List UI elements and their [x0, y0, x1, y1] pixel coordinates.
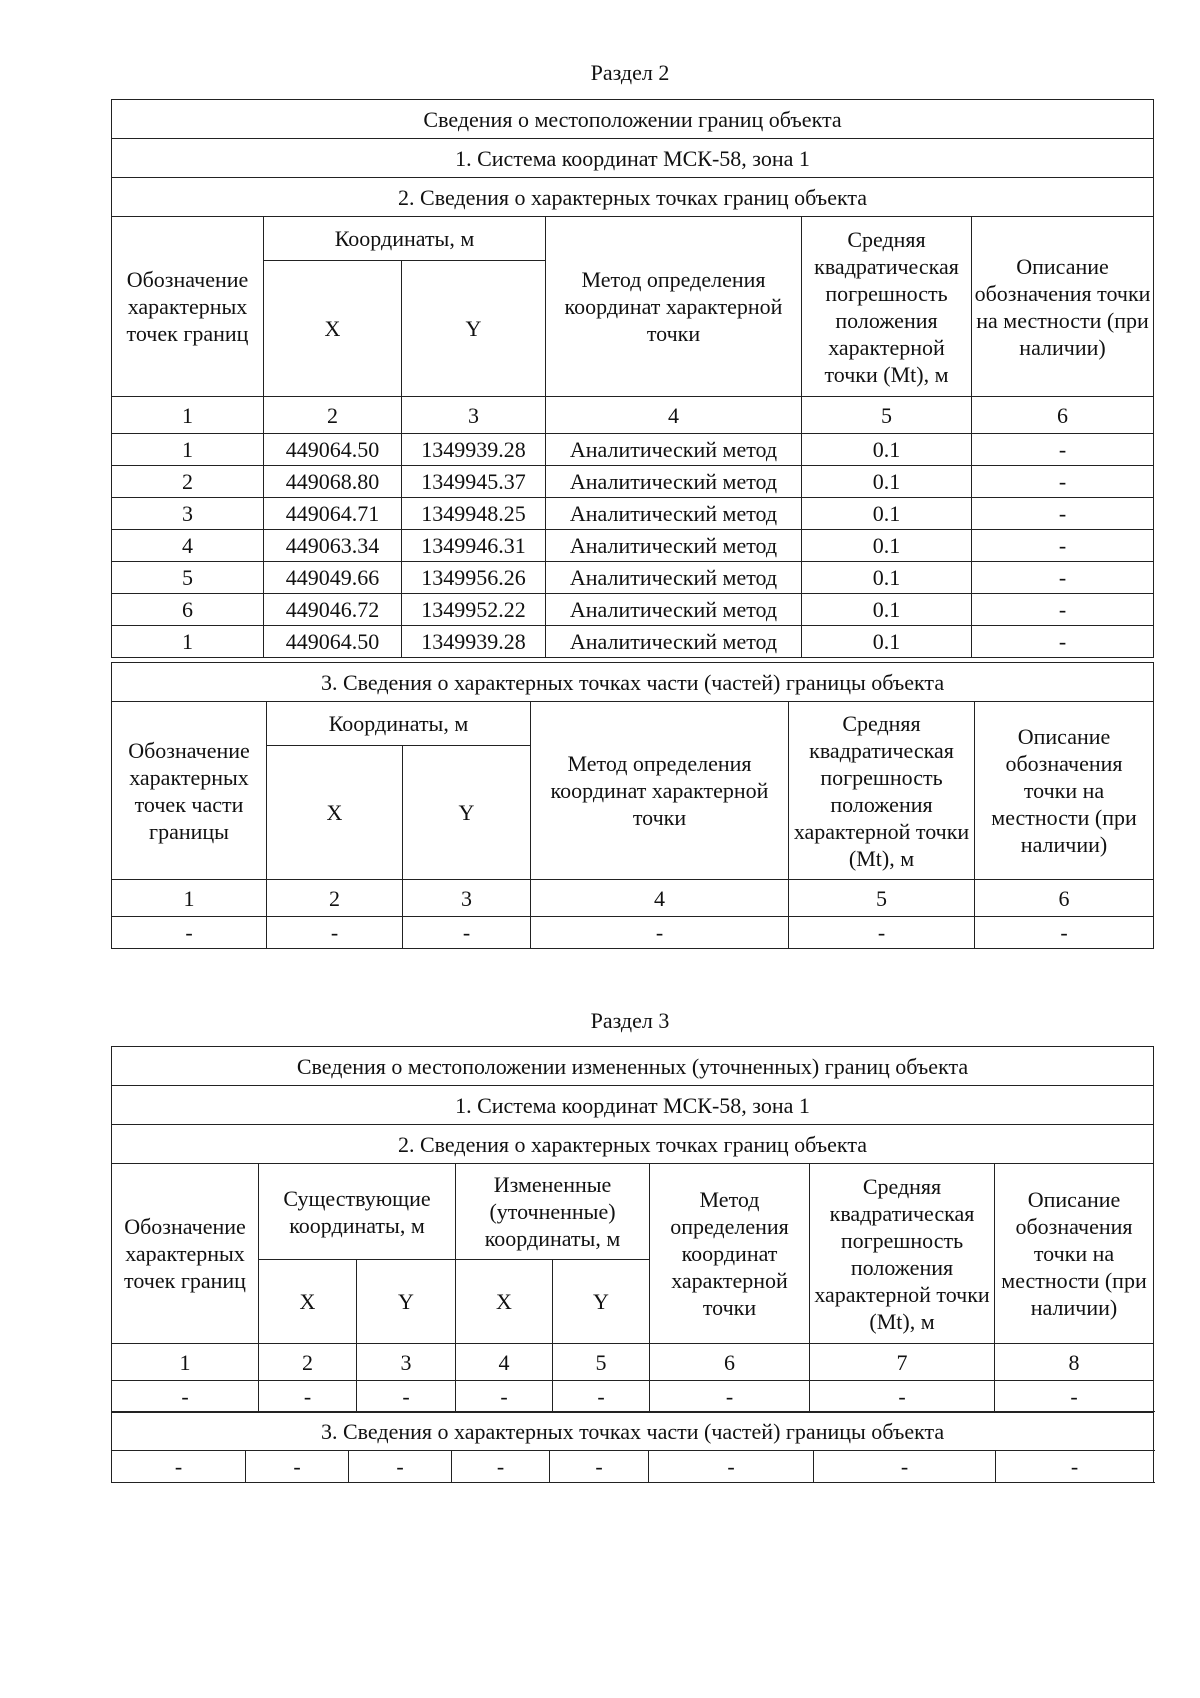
header-x-changed: X: [456, 1260, 553, 1344]
section3-title: Раздел 3: [590, 1008, 670, 1033]
table-row: [112, 1451, 1154, 1483]
section3-parts-table: [111, 1411, 1154, 1483]
column-number: 5: [553, 1344, 650, 1381]
column-number: 8: [995, 1344, 1154, 1381]
cell-value: -: [452, 1451, 550, 1483]
mt-error: 0.1: [802, 434, 972, 466]
cell-value: -: [112, 917, 267, 949]
header-changed-coordinates: Измененные (уточненные) координаты, м: [456, 1164, 650, 1260]
header-method: Метод определения координат характерной точки: [650, 1164, 810, 1344]
mt-error: 0.1: [802, 530, 972, 562]
table-row: [112, 626, 1154, 658]
point-id: 6: [112, 594, 264, 626]
method: Аналитический метод: [546, 626, 802, 658]
header-y-changed: Y: [553, 1260, 650, 1344]
cell-value: -: [649, 1451, 814, 1483]
method: Аналитический метод: [546, 466, 802, 498]
column-number: 3: [403, 880, 531, 917]
header-existing-coordinates: Существующие координаты, м: [259, 1164, 456, 1260]
column-number: 1: [112, 397, 264, 434]
coord-x: 449064.50: [264, 434, 402, 466]
header-designation: Обозначение характерных точек границ: [112, 217, 264, 397]
table-row: [112, 498, 1154, 530]
column-number: 6: [650, 1344, 810, 1381]
column-number: 6: [972, 397, 1154, 434]
description: -: [972, 594, 1154, 626]
header-coordinates: Координаты, м: [267, 702, 531, 746]
cell-value: -: [112, 1381, 259, 1413]
section3-heading: Сведения о местоположении измененных (уточненных) границ объекта: [112, 1047, 1154, 1086]
method: Аналитический метод: [546, 434, 802, 466]
column-number: 2: [264, 397, 402, 434]
section3-coord-system: 1. Система координат МСК-58, зона 1: [112, 1086, 1154, 1125]
section2-boundary-table: [111, 99, 1154, 658]
coord-y: 1349952.22: [402, 594, 546, 626]
column-number: 6: [975, 880, 1154, 917]
header-x: X: [267, 746, 403, 880]
cell-value: -: [357, 1381, 456, 1413]
method: Аналитический метод: [546, 530, 802, 562]
column-number: 2: [267, 880, 403, 917]
cell-value: -: [349, 1451, 452, 1483]
column-number: 1: [112, 1344, 259, 1381]
cell-value: -: [789, 917, 975, 949]
section3-boundary-table: [111, 1046, 1154, 1413]
header-coordinates: Координаты, м: [264, 217, 546, 261]
header-x-existing: X: [259, 1260, 357, 1344]
section2-parts-table: [111, 662, 1154, 949]
point-id: 2: [112, 466, 264, 498]
column-number: 4: [531, 880, 789, 917]
method: Аналитический метод: [546, 498, 802, 530]
cell-value: -: [456, 1381, 553, 1413]
method: Аналитический метод: [546, 594, 802, 626]
cell-value: -: [112, 1451, 246, 1483]
mt-error: 0.1: [802, 466, 972, 498]
description: -: [972, 530, 1154, 562]
header-error: Средняя квадратическая погрешность положения характерной точки (Mt), м: [802, 217, 972, 397]
cell-value: -: [553, 1381, 650, 1413]
coord-x: 449063.34: [264, 530, 402, 562]
cell-value: -: [550, 1451, 649, 1483]
cell-value: -: [996, 1451, 1154, 1483]
table-row: [112, 530, 1154, 562]
mt-error: 0.1: [802, 562, 972, 594]
column-number: 7: [810, 1344, 995, 1381]
header-method: Метод определения координат характерной точки: [546, 217, 802, 397]
cell-value: -: [403, 917, 531, 949]
cell-value: -: [814, 1451, 996, 1483]
coord-y: 1349956.26: [402, 562, 546, 594]
mt-error: 0.1: [802, 626, 972, 658]
column-number: 4: [546, 397, 802, 434]
header-x: X: [264, 261, 402, 397]
section2-coord-system: 1. Система координат МСК-58, зона 1: [112, 139, 1154, 178]
cell-value: -: [531, 917, 789, 949]
header-designation: Обозначение характерных точек границ: [112, 1164, 259, 1344]
header-y: Y: [402, 261, 546, 397]
point-id: 5: [112, 562, 264, 594]
column-number-row: [112, 397, 1154, 434]
coord-x: 449068.80: [264, 466, 402, 498]
mt-error: 0.1: [802, 498, 972, 530]
cell-value: -: [995, 1381, 1154, 1413]
cell-value: -: [259, 1381, 357, 1413]
coord-x: 449064.71: [264, 498, 402, 530]
mt-error: 0.1: [802, 594, 972, 626]
section2-parts-heading: 3. Сведения о характерных точках части (частей) границы объекта: [112, 663, 1154, 702]
table-row: [112, 594, 1154, 626]
description: -: [972, 498, 1154, 530]
method: Аналитический метод: [546, 562, 802, 594]
point-id: 1: [112, 434, 264, 466]
column-number-row: [112, 880, 1154, 917]
cell-value: -: [246, 1451, 349, 1483]
column-number: 5: [802, 397, 972, 434]
coord-y: 1349939.28: [402, 626, 546, 658]
description: -: [972, 434, 1154, 466]
section2-heading: Сведения о местоположении границ объекта: [112, 100, 1154, 139]
point-id: 1: [112, 626, 264, 658]
table-row: [112, 917, 1154, 949]
section3-points-heading: 2. Сведения о характерных точках границ объекта: [112, 1125, 1154, 1164]
section3-parts-heading: 3. Сведения о характерных точках части (частей) границы объекта: [112, 1412, 1154, 1451]
table-row: [112, 466, 1154, 498]
header-y-existing: Y: [357, 1260, 456, 1344]
coord-y: 1349939.28: [402, 434, 546, 466]
description: -: [972, 466, 1154, 498]
header-y: Y: [403, 746, 531, 880]
coord-x: 449049.66: [264, 562, 402, 594]
description: -: [972, 626, 1154, 658]
header-description: Описание обозначения точки на местности (при наличии): [972, 217, 1154, 397]
cell-value: -: [975, 917, 1154, 949]
point-id: 4: [112, 530, 264, 562]
header-error: Средняя квадратическая погрешность положения характерной точки (Mt), м: [810, 1164, 995, 1344]
cell-value: -: [267, 917, 403, 949]
column-number: 1: [112, 880, 267, 917]
table-row: [112, 1381, 1154, 1413]
section2-title: Раздел 2: [590, 60, 670, 85]
column-number: 3: [402, 397, 546, 434]
cell-value: -: [810, 1381, 995, 1413]
table-row: [112, 434, 1154, 466]
column-number: 5: [789, 880, 975, 917]
header-description: Описание обозначения точки на местности (при наличии): [975, 702, 1154, 880]
header-designation: Обозначение характерных точек части границы: [112, 702, 267, 880]
header-method: Метод определения координат характерной точки: [531, 702, 789, 880]
column-number: 4: [456, 1344, 553, 1381]
coord-y: 1349946.31: [402, 530, 546, 562]
column-number-row: [112, 1344, 1154, 1381]
column-number: 2: [259, 1344, 357, 1381]
coord-x: 449064.50: [264, 626, 402, 658]
point-id: 3: [112, 498, 264, 530]
header-error: Средняя квадратическая погрешность положения характерной точки (Mt), м: [789, 702, 975, 880]
coord-y: 1349948.25: [402, 498, 546, 530]
header-description: Описание обозначения точки на местности (при наличии): [995, 1164, 1154, 1344]
column-number: 3: [357, 1344, 456, 1381]
section2-points-heading: 2. Сведения о характерных точках границ объекта: [112, 178, 1154, 217]
description: -: [972, 562, 1154, 594]
cell-value: -: [650, 1381, 810, 1413]
coord-x: 449046.72: [264, 594, 402, 626]
table-row: [112, 562, 1154, 594]
coord-y: 1349945.37: [402, 466, 546, 498]
